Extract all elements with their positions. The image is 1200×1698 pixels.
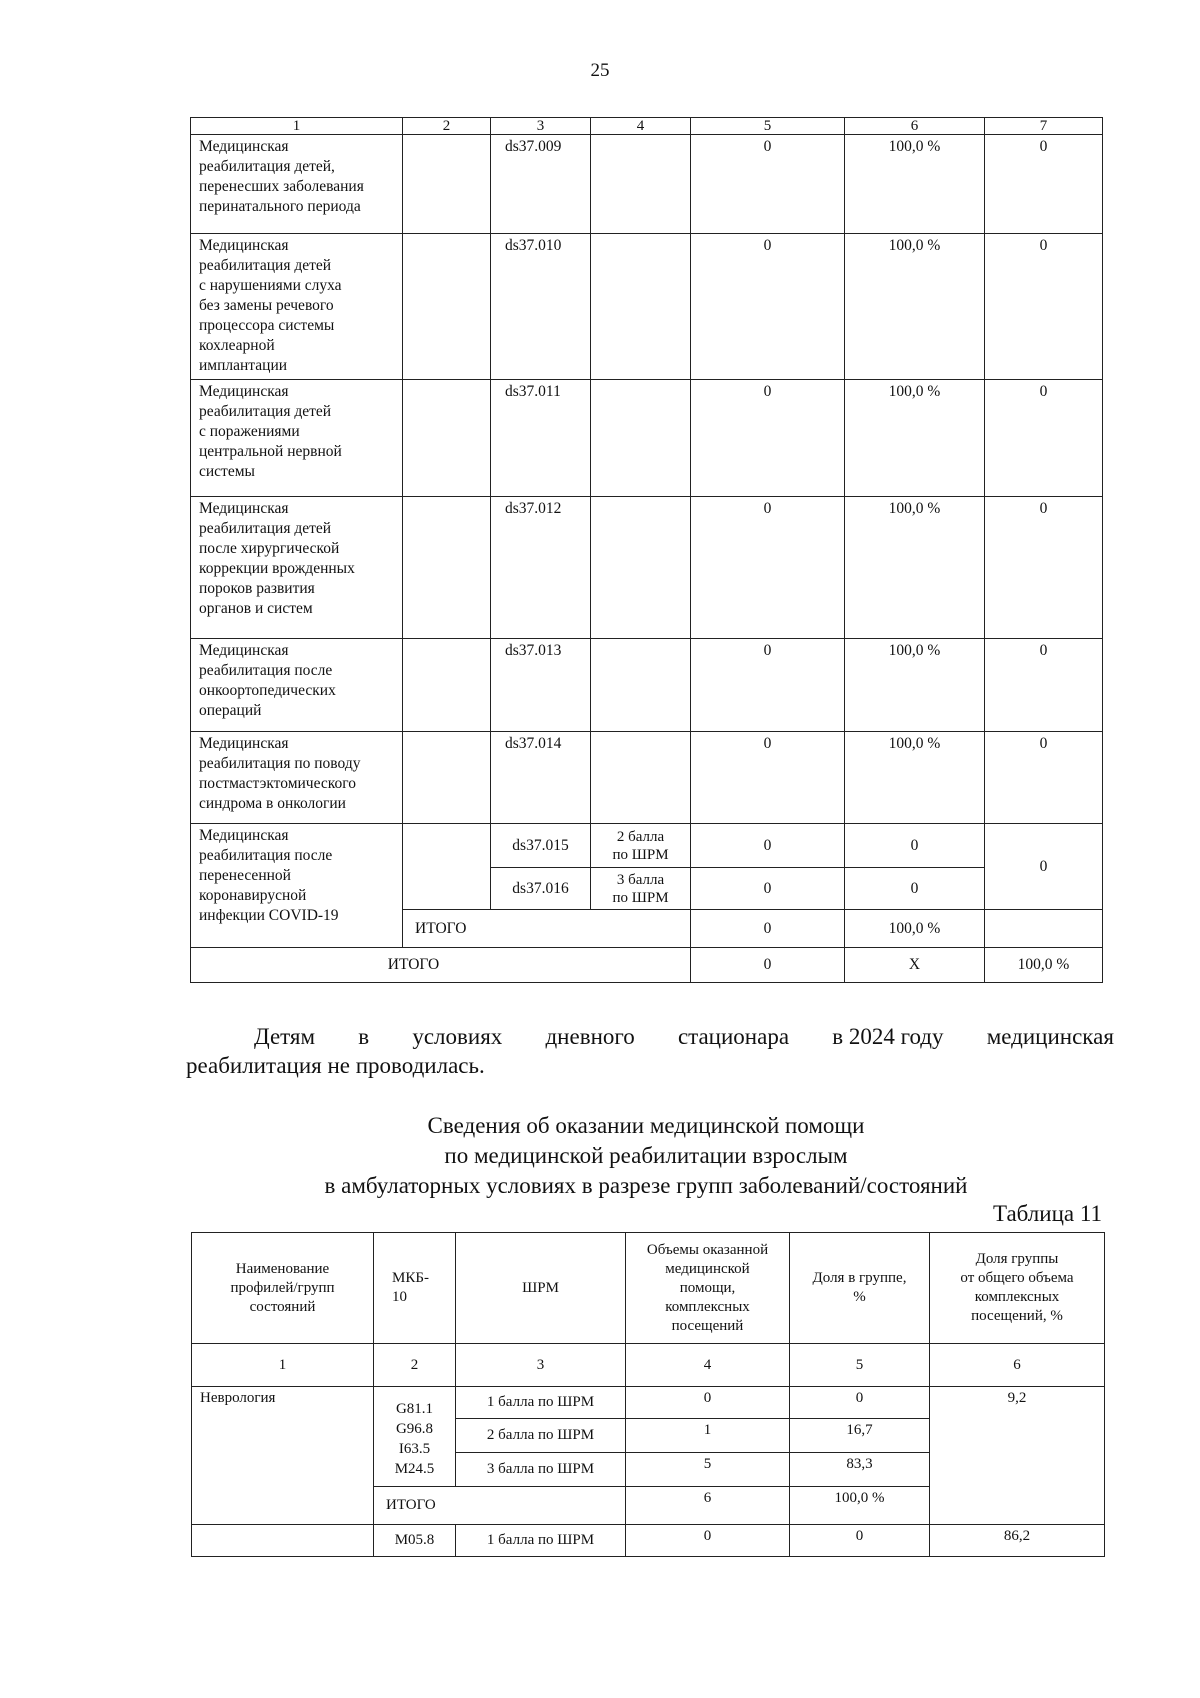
- subtotal-volume: 6: [626, 1487, 790, 1525]
- row-share-total: 0: [985, 497, 1103, 639]
- volume-cell: 0: [626, 1525, 790, 1557]
- empty-cell: [591, 380, 691, 497]
- share-total-cell: 9,2: [930, 1387, 1105, 1525]
- table-row: [191, 639, 1103, 732]
- total-share-total: 100,0 %: [985, 948, 1103, 983]
- covid-shrm: 3 балла по ШРМ: [591, 868, 691, 910]
- top-table: [190, 117, 1103, 983]
- header-row: [192, 1233, 1105, 1344]
- page-number: 25: [590, 60, 610, 81]
- row-code: ds37.009: [491, 135, 591, 234]
- empty-cell: [403, 380, 491, 497]
- row-name: Медицинская реабилитация детей, перенесших заболевания перинатального периода: [191, 135, 403, 234]
- row-share-group: 100,0 %: [845, 380, 985, 497]
- covid-code: ds37.015: [491, 824, 591, 868]
- empty-cell: [591, 639, 691, 732]
- column-number: 2: [403, 118, 491, 135]
- row-share-total: 0: [985, 135, 1103, 234]
- shrm-cell: 3 балла по ШРМ: [456, 1453, 626, 1487]
- covid-volume: 0: [691, 824, 845, 868]
- empty-cell: [591, 234, 691, 380]
- column-number: 1: [191, 118, 403, 135]
- row-code: ds37.012: [491, 497, 591, 639]
- paragraph-word: стационара: [677, 1024, 790, 1049]
- column-header: Наименование профилей/групп состояний: [192, 1233, 374, 1344]
- empty-cell: [403, 135, 491, 234]
- share-total-cell: 86,2: [930, 1525, 1105, 1557]
- bottom-table: [191, 1232, 1105, 1557]
- empty-cell: [403, 732, 491, 824]
- row-code: ds37.010: [491, 234, 591, 380]
- row-share-group: 100,0 %: [845, 497, 985, 639]
- covid-volume: 0: [691, 868, 845, 910]
- covid-share-group: 0: [845, 868, 985, 910]
- row-share-total: 0: [985, 380, 1103, 497]
- column-number: 6: [845, 118, 985, 135]
- section-title-line: по медицинской реабилитации взрослым: [444, 1143, 848, 1168]
- table-row: [191, 234, 1103, 380]
- column-header: Объемы оказанной медицинской помощи, комплексных посещений: [626, 1233, 790, 1344]
- covid-code: ds37.016: [491, 868, 591, 910]
- covid-subtotal-volume: 0: [691, 910, 845, 948]
- empty-cell: [985, 910, 1103, 948]
- row-share-total: 0: [985, 732, 1103, 824]
- column-number: 2: [374, 1344, 456, 1387]
- empty-cell: [591, 732, 691, 824]
- column-header: МКБ- 10: [374, 1233, 456, 1344]
- table-row: [192, 1387, 1105, 1419]
- column-number: 5: [790, 1344, 930, 1387]
- share-cell: 0: [790, 1387, 930, 1419]
- row-volume: 0: [691, 732, 845, 824]
- row-share-total: 0: [985, 639, 1103, 732]
- row-share-total: 0: [985, 234, 1103, 380]
- share-cell: 16,7: [790, 1419, 930, 1453]
- paragraph-word: дневного: [545, 1024, 635, 1049]
- paragraph-word: Детям: [254, 1024, 316, 1049]
- row-code: ds37.014: [491, 732, 591, 824]
- total-share-group: X: [845, 948, 985, 983]
- paragraph-word: в: [358, 1024, 370, 1049]
- column-header: Доля в группе, %: [790, 1233, 930, 1344]
- covid-subtotal-label: ИТОГО: [403, 910, 691, 948]
- subtotal-label: ИТОГО: [374, 1487, 626, 1525]
- row-volume: 0: [691, 497, 845, 639]
- empty-cell: [591, 135, 691, 234]
- column-number: 3: [456, 1344, 626, 1387]
- subtotal-share: 100,0 %: [790, 1487, 930, 1525]
- shrm-cell: 1 балла по ШРМ: [456, 1525, 626, 1557]
- row-name: Медицинская реабилитация по поводу постмастэктомического синдрома в онкологии: [191, 732, 403, 824]
- row-volume: 0: [691, 639, 845, 732]
- table-row: [191, 497, 1103, 639]
- mkb-code: M05.8: [374, 1525, 456, 1557]
- mkb-codes: G81.1 G96.8 I63.5 M24.5: [374, 1387, 456, 1487]
- table-label: Таблица 11: [992, 1201, 1102, 1226]
- table-row: [191, 135, 1103, 234]
- column-header: Доля группы от общего объема комплексных посещений, %: [930, 1233, 1105, 1344]
- total-label: ИТОГО: [191, 948, 691, 983]
- table-row: [191, 732, 1103, 824]
- paragraph-word: условиях: [412, 1024, 503, 1049]
- total-row: [191, 948, 1103, 983]
- row-share-group: 100,0 %: [845, 639, 985, 732]
- empty-cell: [403, 497, 491, 639]
- volume-cell: 1: [626, 1419, 790, 1453]
- table-row: [191, 380, 1103, 497]
- covid-row: [191, 824, 1103, 868]
- group-name: Неврология: [192, 1387, 374, 1525]
- share-cell: 0: [790, 1525, 930, 1557]
- shrm-cell: 1 балла по ШРМ: [456, 1387, 626, 1419]
- column-number: 7: [985, 118, 1103, 135]
- row-name: Медицинская реабилитация детей с нарушениями слуха без замены речевого процессора системы кохлеарной имплантации: [191, 234, 403, 380]
- covid-share-total: 0: [985, 824, 1103, 910]
- row-share-group: 100,0 %: [845, 732, 985, 824]
- row-code: ds37.011: [491, 380, 591, 497]
- volume-cell: 0: [626, 1387, 790, 1419]
- column-header: ШРМ: [456, 1233, 626, 1344]
- row-code: ds37.013: [491, 639, 591, 732]
- row-name: Медицинская реабилитация детей с поражениями центральной нервной системы: [191, 380, 403, 497]
- column-number-row: [191, 118, 1103, 135]
- paragraph-line-2: реабилитация не проводилась.: [186, 1053, 485, 1078]
- section-title-line: Сведения об оказании медицинской помощи: [427, 1113, 865, 1138]
- column-number: 6: [930, 1344, 1105, 1387]
- row-name: Медицинская реабилитация детей после хирургической коррекции врожденных пороков развития органов и систем: [191, 497, 403, 639]
- covid-share-group: 0: [845, 824, 985, 868]
- empty-cell: [403, 639, 491, 732]
- total-volume: 0: [691, 948, 845, 983]
- share-cell: 83,3: [790, 1453, 930, 1487]
- column-number: 1: [192, 1344, 374, 1387]
- table-row: [192, 1525, 1105, 1557]
- column-number: 3: [491, 118, 591, 135]
- paragraph-word: медицинская: [986, 1024, 1114, 1049]
- empty-cell: [591, 497, 691, 639]
- covid-name: Медицинская реабилитация после перенесенной коронавирусной инфекции COVID-19: [191, 824, 403, 948]
- section-title-line: в амбулаторных условиях в разрезе групп заболеваний/состояний: [324, 1173, 968, 1198]
- group-name: [192, 1525, 374, 1557]
- covid-subtotal-share: 100,0 %: [845, 910, 985, 948]
- covid-shrm: 2 балла по ШРМ: [591, 824, 691, 868]
- row-share-group: 100,0 %: [845, 135, 985, 234]
- row-name: Медицинская реабилитация после онкоортопедических операций: [191, 639, 403, 732]
- shrm-cell: 2 балла по ШРМ: [456, 1419, 626, 1453]
- section-title: [190, 1111, 1102, 1201]
- row-volume: 0: [691, 380, 845, 497]
- body-paragraph: [186, 1022, 1114, 1080]
- column-number: 5: [691, 118, 845, 135]
- empty-cell: [403, 234, 491, 380]
- paragraph-word: в 2024 году: [832, 1024, 944, 1049]
- volume-cell: 5: [626, 1453, 790, 1487]
- row-volume: 0: [691, 234, 845, 380]
- row-share-group: 100,0 %: [845, 234, 985, 380]
- column-number: 4: [626, 1344, 790, 1387]
- empty-cell: [403, 824, 491, 910]
- paragraph-line-1: [186, 1022, 1114, 1051]
- column-number: 4: [591, 118, 691, 135]
- row-volume: 0: [691, 135, 845, 234]
- column-number-row: [192, 1344, 1105, 1387]
